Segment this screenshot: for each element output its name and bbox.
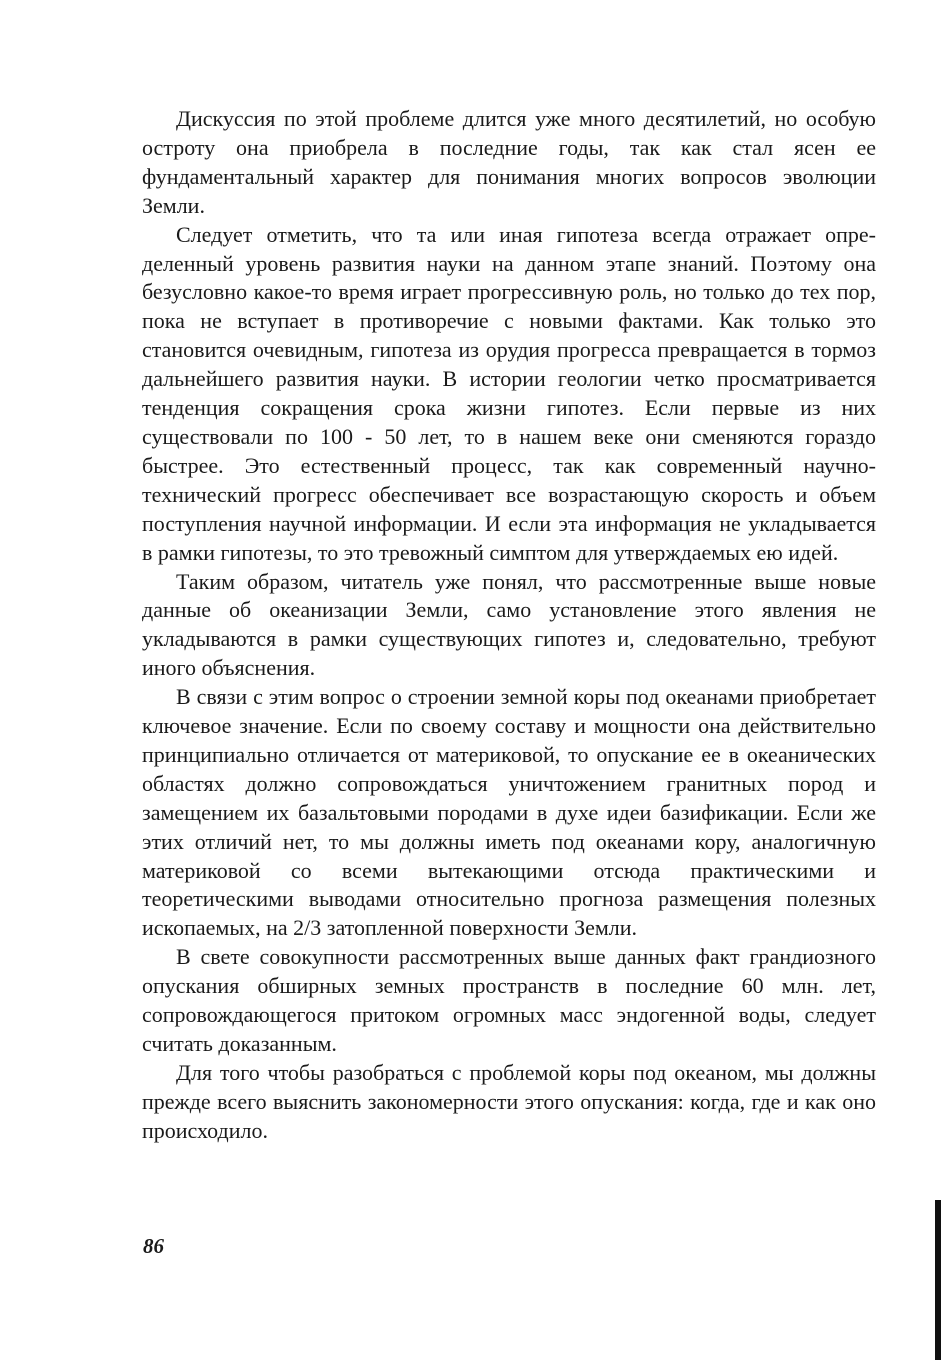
body-text xyxy=(142,105,876,1146)
paragraph-6: Для того чтобы разобраться с проблемой коры под океаном, мы должны прежде всего выяснить закономерности этого опускания: когда, где и как оно происходило. xyxy=(142,1059,876,1143)
paragraph-1: Дискуссия по этой проблеме длится уже много десятилетий, но особую остроту она приобрела в последние годы, так как стал ясен ее фундаментальный характер для понимания многих вопросов эволюции Земли. xyxy=(142,106,876,218)
paragraph-4: В связи с этим вопрос о строении земной коры под океанами приобретает ключевое значение. Если по своему составу и мощности она действительно принципиально отличается от материковой, то опускание ее в океанических областях должно сопровождаться уничтожением гранитных пород и замещением их базальтовыми породами в духе идеи базификации. Если же этих отличий нет, то мы должны иметь под океанами кору, аналогичную материковой со всеми вытекающими отсюда практическими и теоретическими выводами относительно прогноза размещения полезных ископаемых, на 2/3 затопленной поверхности Земли. xyxy=(142,684,876,941)
paragraph-3: Таким образом, читатель уже понял, что рассмотренные выше новые данные об океанизации Земли, само установление этого явления не укладываются в рамки существующих гипотез и, следовательно, требуют иного объяснения. xyxy=(142,568,876,681)
paragraph-2: Следует отметить, что та или иная гипотеза всегда отражает определенный уровень развития науки на данном этапе знаний. Поэтому она безусловно какое-то время играет прогрессивную роль, но только до тех пор, пока не вступает в противоречие с новыми фактами. Как только это становится очевидным, гипотеза из орудия прогресса превращается в тормоз дальнейшего развития науки. В истории геологии четко просматривается тенденция сокращения срока жизни гипотез. Если первые из них существовали по 100 - 50 лет, то в нашем веке они сменяются гораздо быстрее. Это естественный процесс, так как современный научно-технический прогресс обеспечивает все возрастающую скорость и объем поступления научной информации. И если эта информация не укладывается в рамки гипотезы, то это тревожный симптом для утверждаемых ею идей. xyxy=(142,221,876,565)
page-edge-shadow xyxy=(935,1200,941,1360)
page-number: 86 xyxy=(143,1234,164,1258)
paragraph-5: В свете совокупности рассмотренных выше данных факт грандиозного опускания обширных земных пространств в последние 60 млн. лет, сопровождающегося притоком огромных масс эндогенной воды, следует считать доказанным. xyxy=(142,944,876,1056)
